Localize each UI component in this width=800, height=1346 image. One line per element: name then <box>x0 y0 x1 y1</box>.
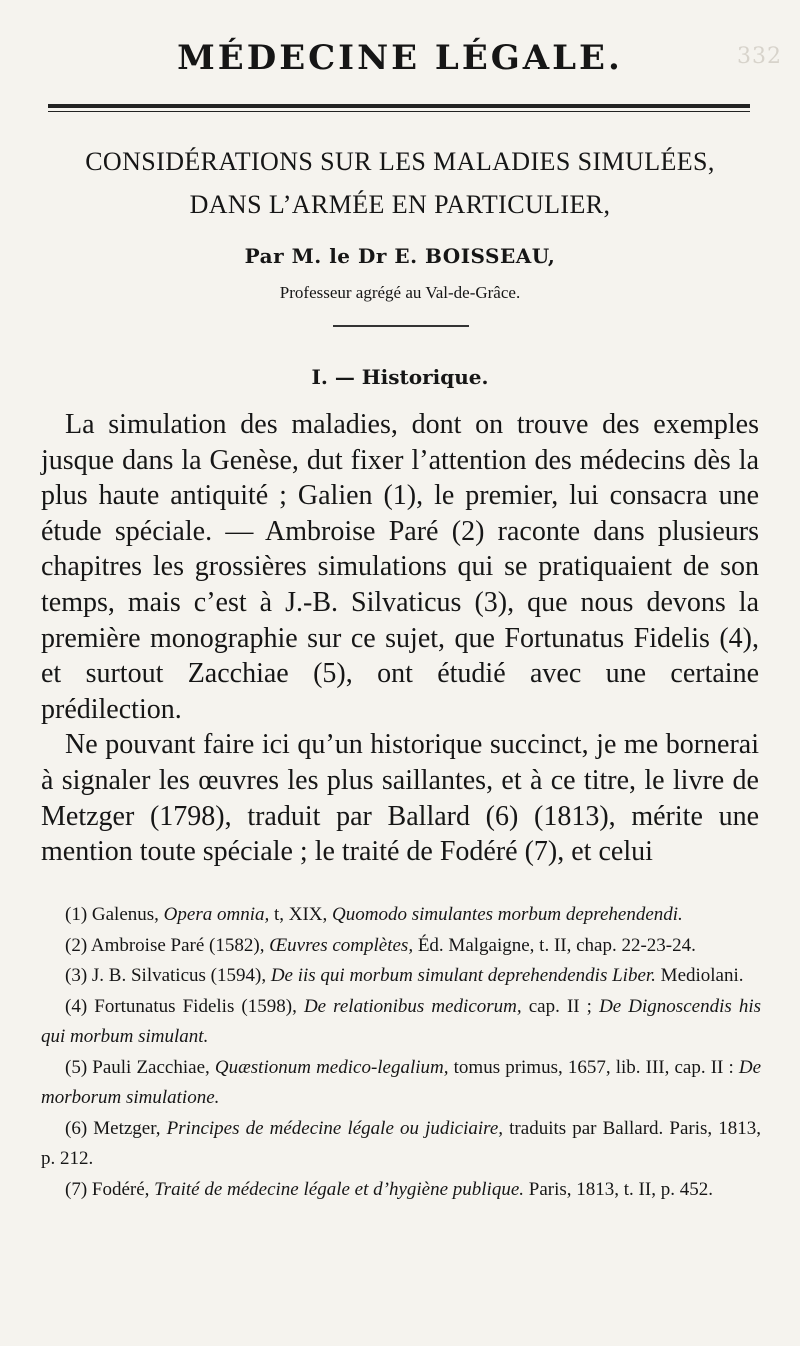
header-rule-thin <box>48 111 750 112</box>
footnote: (1) Galenus, Opera omnia, t, XIX, Quomodo simulantes morbum deprehendendi. <box>65 904 683 925</box>
paragraph: Ne pouvant faire ici qu’un historique succinct, je me bornerai à signaler les œuvres les plus saillantes, et à ce titre, le livre de Metzger (1798), traduit par Ballard (6) (1813), mérite une mention toute spéciale ; le traité de Fodéré (7), et celui <box>41 729 759 868</box>
body-text <box>41 407 759 870</box>
footnote: (4) Fortunatus Fidelis (1598), De relationibus medicorum, cap. II ; De Dignoscendis his qui morbum simulant. <box>41 995 761 1047</box>
running-head: MÉDECINE LÉGALE. <box>177 38 623 78</box>
footnote: (3) J. B. Silvaticus (1594), De iis qui morbum simulant deprehendendis Liber. Mediolani. <box>65 965 744 986</box>
section-divider <box>333 325 469 327</box>
header-rule-thick <box>48 104 750 108</box>
author-byline: Par M. le Dr E. BOISSEAU, <box>244 244 556 268</box>
article-title-line-1: CONSIDÉRATIONS SUR LES MALADIES SIMULÉES, <box>85 147 715 176</box>
footnote: (6) Metzger, Principes de médecine légale ou judiciaire, traduits par Ballard. Paris, 1813, p. 212. <box>41 1117 762 1169</box>
footnote: (5) Pauli Zacchiae, Quæstionum medico-legalium, tomus primus, 1657, lib. III, cap. II : De morborum simulatione. <box>41 1056 762 1108</box>
article-title-line-2: DANS L’ARMÉE EN PARTICULIER, <box>189 190 611 219</box>
section-heading: I. — Historique. <box>311 365 489 389</box>
footnote: (7) Fodéré, Traité de médecine légale et d’hygiène publique. Paris, 1813, t. II, p. 452. <box>65 1178 713 1200</box>
footnote: (2) Ambroise Paré (1582), Œuvres complètes, Éd. Malgaigne, t. II, chap. 22-23-24. <box>65 934 696 956</box>
page-number: 332 <box>737 44 782 69</box>
author-affiliation: Professeur agrégé au Val-de-Grâce. <box>279 283 521 302</box>
footnotes <box>41 900 761 1205</box>
paragraph: La simulation des maladies, dont on trouve des exemples jusque dans la Genèse, dut fixer l’attention des médecins dès la plus haute antiquité ; Galien (1), le premier, lui consacra une étude spéciale. — Ambroise Paré (2) raconte dans plusieurs chapitres les grossières simulations qui se pratiquaient de son temps, mais c’est à J.-B. Silvaticus (3), que nous devons la première monographie sur ce sujet, que Fortunatus Fidelis (4), et surtout Zacchiae (5), ont étudié avec une certaine prédilection. <box>41 409 759 725</box>
